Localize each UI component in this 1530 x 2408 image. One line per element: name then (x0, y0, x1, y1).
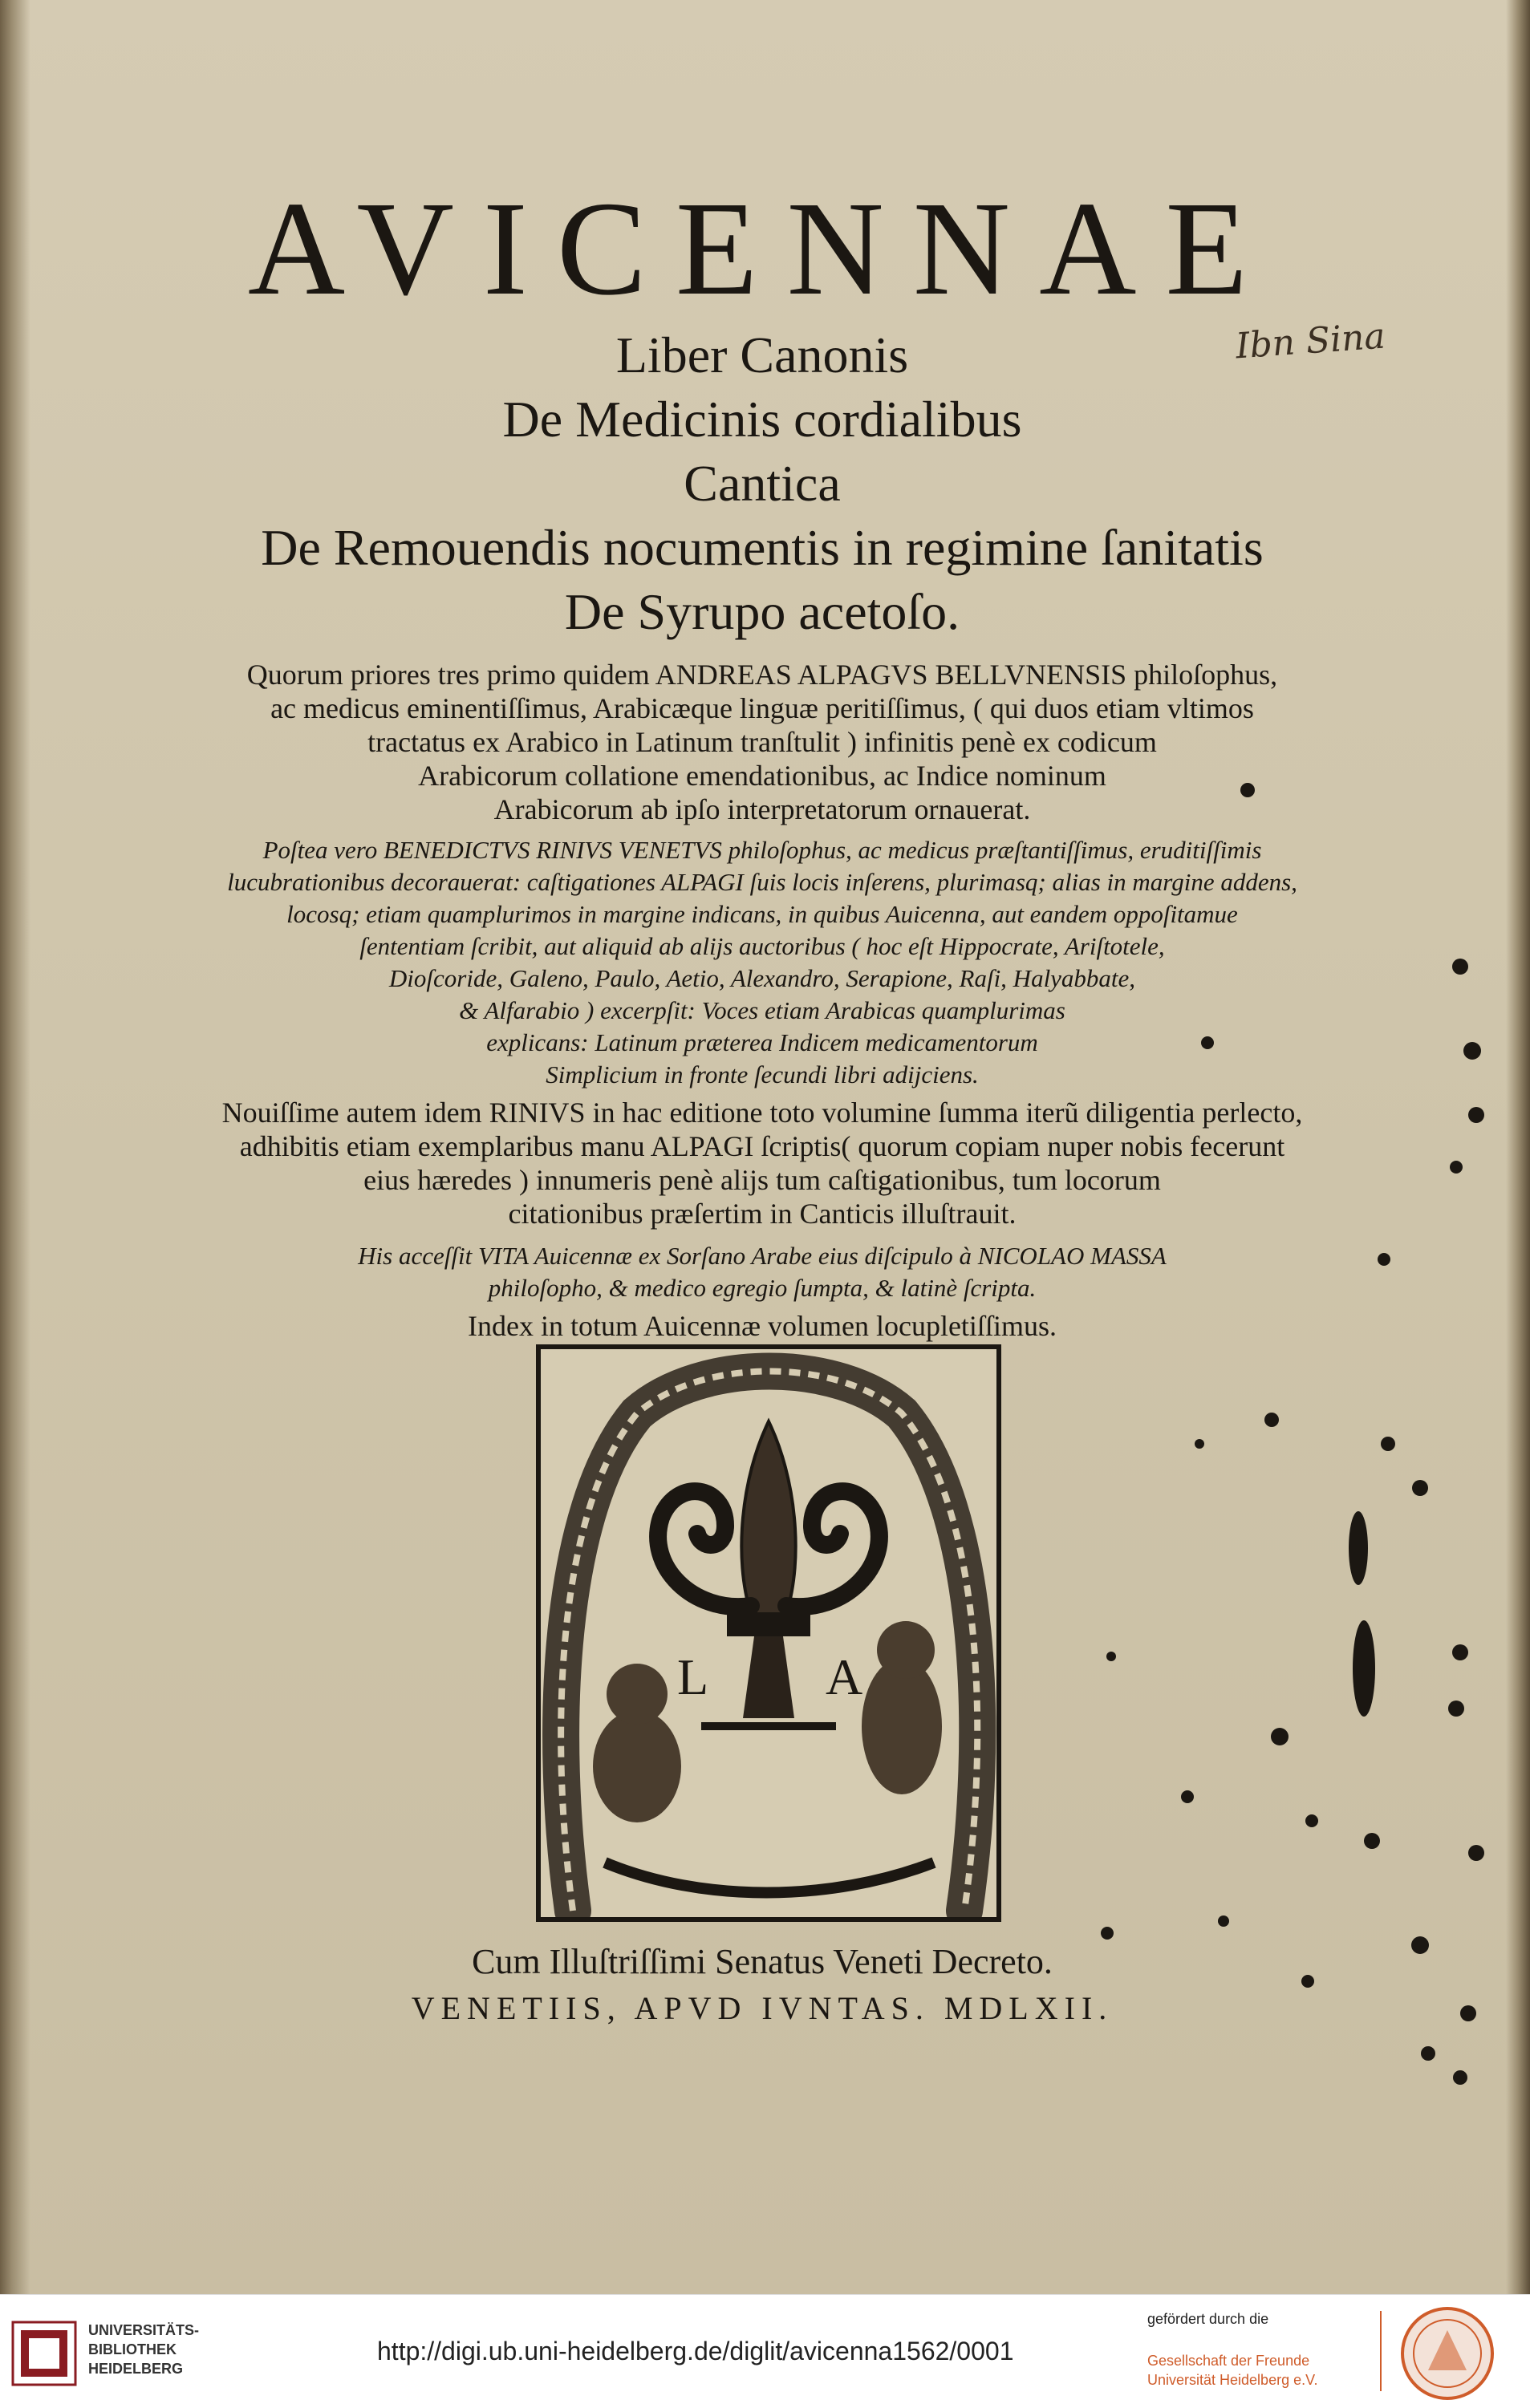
sponsor-organization-line: Gesellschaft der Freunde (1147, 2353, 1310, 2369)
footer-divider (1380, 2311, 1382, 2391)
index-line: Index in totum Auicennæ volumen locupletiſſimus. (468, 1310, 1057, 1342)
university-name-line: BIBLIOTHEK (88, 2341, 177, 2357)
para1-line: ac medicus eminentiſſimus, Arabicæque linguæ peritiſſimus, ( qui duos etiam vltimos (270, 692, 1254, 724)
page-edge-right (1506, 0, 1530, 2294)
sponsor-label: gefördert durch die (1147, 2311, 1269, 2327)
woodcut-letter-l: L (677, 1648, 709, 1705)
university-name (88, 2321, 199, 2378)
university-seal-icon (1400, 2306, 1495, 2401)
document-title: AVICENNAE (247, 174, 1277, 323)
subtitle-de-syrupo: De Syrupo acetoſo. (564, 583, 960, 640)
handwritten-note-ibn-sina: Ibn Sina (1234, 315, 1387, 367)
decree-line: Cum Illuſtriſſimi Senatus Veneti Decreto. (472, 1942, 1053, 1981)
imprint-line: VENETIIS, APVD IVNTAS. MDLXII. (411, 1990, 1114, 2026)
para3-line: eius hæredes ) innumeris penè alijs tum caſtigationibus, tum locorum (363, 1164, 1161, 1196)
para2-line: Poſtea vero BENEDICTVS RINIVS VENETVS philoſophus, ac medicus præſtantiſſimus, eruditiſſimis (262, 836, 1262, 864)
para4-line: philoſopho, & medico egregio ſumpta, & latinè ſcripta. (488, 1274, 1037, 1302)
para2-line: & Alfarabio ) excerpſit: Voces etiam Arabicas quamplurimas (459, 996, 1065, 1024)
footer-bar (0, 2294, 1530, 2408)
fleur-de-lis-woodcut-image (541, 1349, 996, 1917)
para2-line: locosq; etiam quamplurimos in margine indicans, in quibus Auicenna, aut eandem oppoſitamue (286, 900, 1238, 928)
subtitle-de-medicinis: De Medicinis cordialibus (502, 391, 1022, 448)
para1-line: Quorum priores tres primo quidem ANDREAS ALPAGVS BELLVNENSIS philoſophus, (246, 659, 1278, 691)
para3-line: Nouiſſime autem idem RINIVS in hac editione toto volumine ſumma iterũ diligentia perlecto, (221, 1097, 1303, 1129)
page-edge-left (0, 0, 30, 2294)
university-name-line: UNIVERSITÄTS- (88, 2322, 200, 2338)
woodcut-letter-a: A (826, 1648, 863, 1705)
digital-library-url-link[interactable]: http://digi.ub.uni-heidelberg.de/diglit/avicenna1562/0001 (377, 2337, 1014, 2365)
para3-line: citationibus præſertim in Canticis illuſtrauit. (508, 1198, 1017, 1230)
para1-line: Arabicorum ab ipſo interpretatorum ornauerat. (493, 793, 1031, 825)
subtitle-liber-canonis: Liber Canonis (615, 326, 909, 383)
para2-line: ſententiam ſcribit, aut aliquid ab alijs auctoribus ( hoc eſt Hippocrate, Ariſtotele, (359, 932, 1165, 960)
printer-device-woodcut (536, 1344, 1001, 1922)
para1-line: tractatus ex Arabico in Latinum tranſtulit ) infinitis penè ex codicum (367, 726, 1157, 758)
subtitle-cantica: Cantica (684, 455, 841, 512)
university-library-logo-icon (10, 2319, 79, 2388)
para2-line: explicans: Latinum præterea Indicem medicamentorum (486, 1028, 1038, 1056)
para2-line: lucubrationibus decorauerat: caſtigationes ALPAGI ſuis locis inſerens, plurimasq; alias in margine addens, (227, 868, 1297, 896)
para1-line: Arabicorum collatione emendationibus, ac Indice nominum (418, 760, 1106, 792)
subtitle-de-remouendis: De Remouendis nocumentis in regimine ſanitatis (261, 519, 1264, 576)
university-name-line: HEIDELBERG (88, 2361, 184, 2377)
sponsor-organization-line: Universität Heidelberg e.V. (1147, 2372, 1318, 2388)
sponsor-organization (1147, 2351, 1317, 2390)
para4-line: His acceſſit VITA Auicennæ ex Sorſano Arabe eius diſcipulo à NICOLAO MASSA (358, 1242, 1167, 1270)
para2-line: Dioſcoride, Galeno, Paulo, Aetio, Alexandro, Serapione, Raſi, Halyabbate, (388, 964, 1136, 992)
para2-line: Simplicium in fronte ſecundi libri adijciens. (546, 1060, 979, 1088)
para3-line: adhibitis etiam exemplaribus manu ALPAGI ſcriptis( quorum copiam nuper nobis fecerunt (239, 1130, 1285, 1162)
